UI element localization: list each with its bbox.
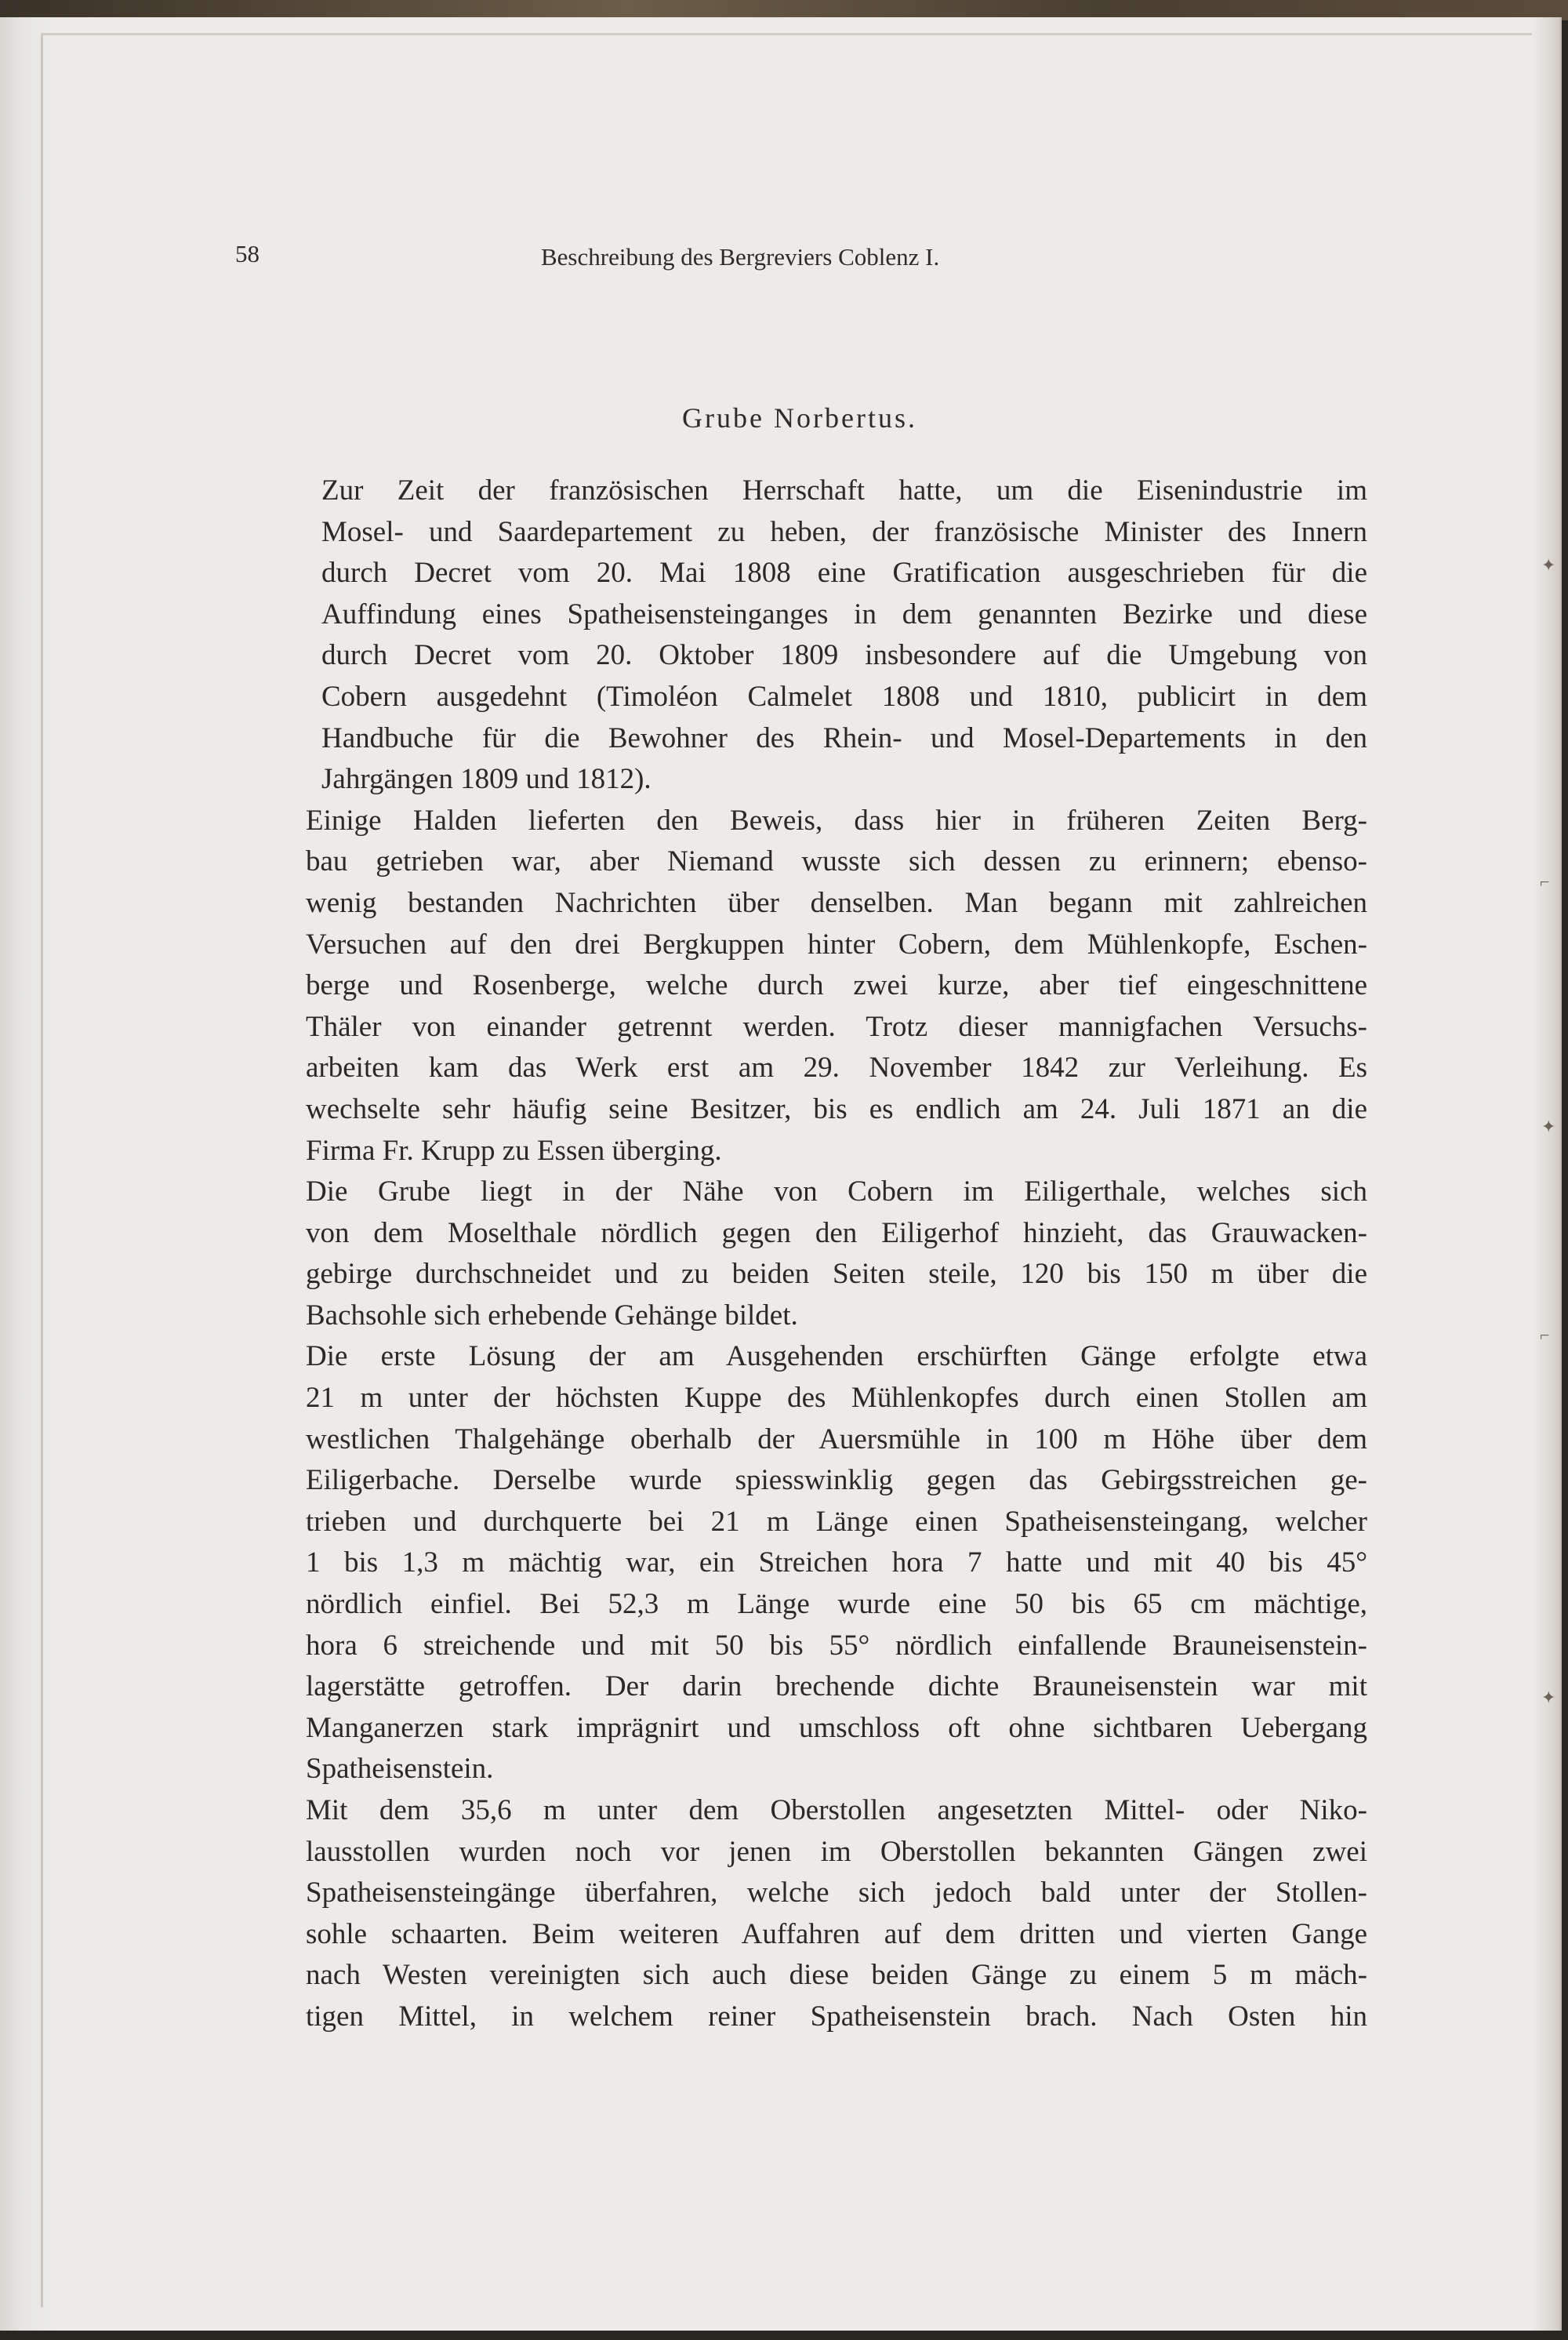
- text-line: nördlich einfiel. Bei 52,3 m Länge wurde eine 50 bis 65 cm mächtige,: [306, 1588, 1367, 1621]
- text-line: arbeiten kam das Werk erst am 29. November 1842 zur Verleihung. Es: [306, 1052, 1367, 1085]
- text-line: Die Grube liegt in der Nähe von Cobern im Eiligerthale, welches sich: [306, 1175, 1367, 1208]
- page-top-line: [41, 33, 1554, 35]
- text-line: lagerstätte getroffen. Der darin brechende dichte Brauneisenstein war mit: [306, 1670, 1367, 1703]
- text-line: Manganerzen stark imprägnirt und umschloss oft ohne sichtbaren Uebergang: [306, 1711, 1367, 1744]
- margin-mark: ✦: [1541, 1688, 1556, 1707]
- text-line: berge und Rosenberge, welche durch zwei kurze, aber tief eingeschnittene: [306, 969, 1367, 1002]
- text-line: Mit dem 35,6 m unter dem Oberstollen angesetzten Mittel- oder Niko-: [306, 1794, 1367, 1826]
- paragraph-3: [221, 1172, 1367, 1336]
- text-line: tigen Mittel, in welchem reiner Spatheisenstein brach. Nach Osten hin: [306, 2000, 1367, 2033]
- text-line: Eiligerbache. Derselbe wurde spiesswinklig gegen das Gebirgsstreichen ge-: [306, 1464, 1367, 1497]
- margin-mark: ✦: [1541, 1117, 1556, 1136]
- text-line: Auffindung eines Spatheisensteinganges in dem genannten Bezirke und diese: [321, 598, 1367, 630]
- text-line: Bachsohle sich erhebende Gehänge bildet.: [306, 1299, 798, 1332]
- text-line: Mosel- und Saardepartement zu heben, der französische Minister des Innern: [321, 515, 1367, 548]
- text-line: nach Westen vereinigten sich auch diese beiden Gänge zu einem 5 m mäch-: [306, 1959, 1367, 1992]
- margin-mark: ✦: [1541, 555, 1556, 575]
- text-line: lausstollen wurden noch vor jenen im Oberstollen bekannten Gängen zwei: [306, 1835, 1367, 1868]
- page-right-edge: [1532, 17, 1560, 2331]
- text-line: gebirge durchschneidet und zu beiden Seiten steile, 120 bis 150 m über die: [306, 1258, 1367, 1291]
- text-line: trieben und durchquerte bei 21 m Länge einen Spatheisensteingang, welcher: [306, 1505, 1367, 1538]
- margin-mark: ⌐: [1540, 872, 1550, 892]
- text-line: durch Decret vom 20. Mai 1808 eine Gratification ausgeschrieben für die: [321, 557, 1367, 590]
- paragraph-5: [221, 1790, 1367, 2038]
- text-line: Die erste Lösung der am Ausgehenden erschürften Gänge erfolgte etwa: [306, 1340, 1367, 1373]
- page-fold-line: [41, 33, 43, 2307]
- text-line: 21 m unter der höchsten Kuppe des Mühlenkopfes durch einen Stollen am: [306, 1382, 1367, 1415]
- text-line: bau getrieben war, aber Niemand wusste sich dessen zu erinnern; ebenso-: [306, 845, 1367, 878]
- text-line: Versuchen auf den drei Bergkuppen hinter Cobern, dem Mühlenkopfe, Eschen-: [306, 928, 1367, 961]
- text-line: wechselte sehr häufig seine Besitzer, bis es endlich am 24. Juli 1871 an die: [306, 1092, 1367, 1125]
- page-header: [235, 240, 1372, 287]
- text-line: westlichen Thalgehänge oberhalb der Auersmühle in 100 m Höhe über dem: [306, 1423, 1367, 1455]
- text-line: Zur Zeit der französischen Herrschaft hatte, um die Eisenindustrie im: [321, 474, 1367, 507]
- text-line: Spatheisenstein.: [306, 1753, 494, 1786]
- text-line: 1 bis 1,3 m mächtig war, ein Streichen hora 7 hatte und mit 40 bis 45°: [306, 1546, 1367, 1579]
- paragraph-1: [221, 471, 1367, 801]
- body-text: [221, 471, 1367, 2038]
- text-line: Cobern ausgedehnt (Timoléon Calmelet 1808 und 1810, publicirt in dem: [321, 680, 1367, 713]
- text-line: von dem Moselthale nördlich gegen den Eiligerhof hinzieht, das Grauwacken-: [306, 1216, 1367, 1249]
- text-line: Firma Fr. Krupp zu Essen überging.: [306, 1134, 722, 1167]
- text-line: Thäler von einander getrennt werden. Trotz dieser mannigfachen Versuchs-: [306, 1010, 1367, 1043]
- text-line: Einige Halden lieferten den Beweis, dass hier in früheren Zeiten Berg-: [306, 804, 1367, 837]
- text-line: wenig bestanden Nachrichten über denselben. Man begann mit zahlreichen: [306, 886, 1367, 919]
- text-line: sohle schaarten. Beim weiteren Auffahren auf dem dritten und vierten Gange: [306, 1917, 1367, 1950]
- text-line: Jahrgängen 1809 und 1812).: [321, 763, 652, 796]
- section-title: Grube Norbertus.: [682, 402, 917, 434]
- margin-mark: ⌐: [1540, 1325, 1550, 1345]
- paragraph-4: [221, 1336, 1367, 1790]
- text-line: hora 6 streichende und mit 50 bis 55° nördlich einfallende Brauneisenstein-: [306, 1629, 1367, 1662]
- running-title: Beschreibung des Bergreviers Coblenz I.: [541, 243, 940, 271]
- paragraph-2: [221, 801, 1367, 1172]
- text-line: Handbuche für die Bewohner des Rhein- und Mosel-Departements in den: [321, 721, 1367, 754]
- text-line: durch Decret vom 20. Oktober 1809 insbesondere auf die Umgebung von: [321, 639, 1367, 672]
- page-number: 58: [235, 240, 260, 267]
- text-line: Spatheisensteingänge überfahren, welche sich jedoch bald unter der Stollen-: [306, 1877, 1367, 1909]
- page-binding-shadow: [0, 17, 55, 2331]
